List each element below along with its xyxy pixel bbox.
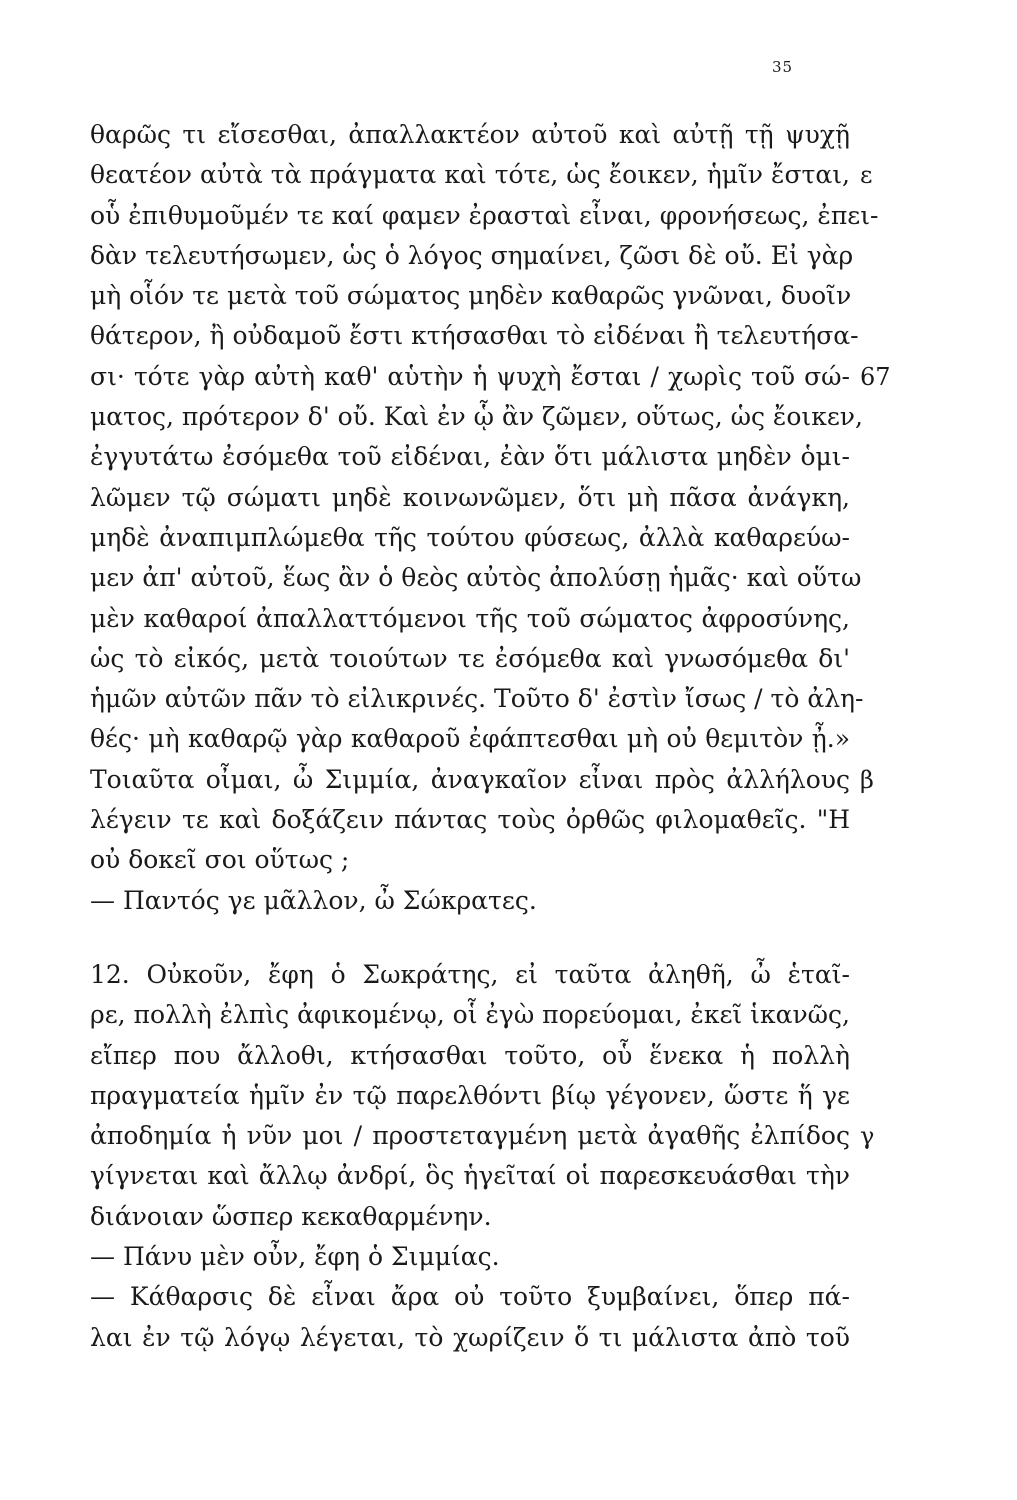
- text-line: θές· μὴ καθαρῷ γὰρ καθαροῦ ἐφάπτεσθαι μὴ οὐ θεμιτὸν ᾖ.»: [90, 724, 850, 754]
- text-line: ρε, πολλὴ ἐλπὶς ἀφικομένῳ, οἷ ἐγὼ πορεύομαι, ἐκεῖ ἱκανῶς,: [90, 1000, 850, 1030]
- text-line: λαι ἐν τῷ λόγῳ λέγεται, τὸ χωρίζειν ὅ τι μάλιστα ἀπὸ τοῦ: [90, 1322, 850, 1352]
- text-line: Τοιαῦτα οἶμαι, ὦ Σιμμία, ἀναγκαῖον εἶναι πρὸς ἀλλήλους β: [90, 760, 850, 800]
- text-line: μὲν καθαροί ἀπαλλαττόμενοι τῆς τοῦ σώματος ἀφροσύνης,: [90, 603, 850, 633]
- text-line: θαρῶς τι εἴσεσθαι, ἀπαλλακτέον αὐτοῦ καὶ αὐτῇ τῇ ψυχῇ: [90, 120, 850, 149]
- text-line: μεν ἀπ' αὐτοῦ, ἕως ἂν ὁ θεὸς αὐτὸς ἀπολύσῃ ἡμᾶς· καὶ οὕτω: [90, 563, 862, 593]
- text-line: θεατέον αὐτὰ τὰ πράγματα καὶ τότε, ὡς ἔοικεν, ἡμῖν ἔσται, ε: [90, 155, 850, 195]
- text-line: γίγνεται καὶ ἄλλῳ ἀνδρί, ὃς ἡγεῖταί οἱ παρεσκευάσθαι τὴν: [90, 1161, 850, 1191]
- text-line: ἐγγυτάτω ἐσόμεθα τοῦ εἰδέναι, ἐὰν ὅτι μάλιστα μηδὲν ὁμι-: [90, 442, 850, 472]
- text-line: οὐ δοκεῖ σοι οὕτως ;: [90, 845, 350, 875]
- dialogue-line: — Κάθαρσις δὲ εἶναι ἄρα οὐ τοῦτο ξυμβαίνει, ὅπερ πά-: [90, 1282, 850, 1312]
- dialogue-line: — Παντός γε μᾶλλον, ὦ Σώκρατες.: [90, 885, 537, 915]
- text-line: διάνοιαν ὥσπερ κεκαθαρμένην.: [90, 1201, 492, 1231]
- text-line: ματος, πρότερον δ' οὔ. Καὶ ἐν ᾧ ἂν ζῶμεν, οὕτως, ὡς ἔοικεν,: [90, 402, 863, 432]
- text-line: πραγματεία ἡμῖν ἐν τῷ παρελθόντι βίῳ γέγονεν, ὥστε ἥ γε: [90, 1080, 850, 1110]
- text-line: μηδὲ ἀναπιμπλώμεθα τῆς τούτου φύσεως, ἀλλὰ καθαρεύω-: [90, 522, 850, 552]
- text-line: εἴπερ που ἄλλοθι, κτήσασθαι τοῦτο, οὗ ἕνεκα ἡ πολλὴ: [90, 1040, 850, 1070]
- text-line: ἀποδημία ἡ νῦν μοι / προστεταγμένη μετὰ ἀγαθῆς ἐλπίδος γ: [90, 1116, 850, 1156]
- page-number: 35: [772, 58, 794, 76]
- margin-reference: γ: [860, 1122, 875, 1151]
- dialogue-line: — Πάνυ μὲν οὖν, ἔφη ὁ Σιμμίας.: [90, 1242, 500, 1272]
- text-line: λῶμεν τῷ σώματι μηδὲ κοινωνῶμεν, ὅτι μὴ πᾶσα ἀνάγκη,: [90, 482, 850, 512]
- text-line: δὰν τελευτήσωμεν, ὡς ὁ λόγος σημαίνει, ζῶσι δὲ οὔ. Εἰ γὰρ: [90, 240, 854, 270]
- text-line: λέγειν τε καὶ δοξάζειν πάντας τοὺς ὀρθῶς φιλομαθεῖς. "Η: [90, 805, 850, 835]
- text-line: μὴ οἷόν τε μετὰ τοῦ σώματος μηδὲν καθαρῶς γνῶναι, δυοῖν: [90, 281, 852, 311]
- margin-reference: ε: [860, 161, 873, 190]
- margin-reference: 67: [860, 362, 891, 391]
- text-line: θάτερον, ἢ οὐδαμοῦ ἔστι κτήσασθαι τὸ εἰδέναι ἢ τελευτήσα-: [90, 321, 859, 351]
- text-line: οὗ ἐπιθυμοῦμέν τε καί φαμεν ἐρασταὶ εἶναι, φρονήσεως, ἐπει-: [90, 200, 879, 230]
- text-line: ὡς τὸ εἰκός, μετὰ τοιούτων τε ἐσόμεθα καὶ γνωσόμεθα δι': [90, 643, 850, 673]
- margin-reference: β: [860, 765, 874, 794]
- text-line: σι· τότε γὰρ αὐτὴ καθ' αὑτὴν ἡ ψυχὴ ἔσται / χωρὶς τοῦ σώ- 67: [90, 357, 850, 397]
- paragraph-2: [90, 955, 875, 1358]
- text-line: ἡμῶν αὐτῶν πᾶν τὸ εἰλικρινές. Τοῦτο δ' ἐστὶν ἴσως / τὸ ἀλη-: [90, 684, 864, 714]
- paragraph-1: [90, 115, 891, 921]
- section-start-line: 12. Οὐκοῦν, ἔφη ὁ Σωκράτης, εἰ ταῦτα ἀληθῆ, ὦ ἑταῖ-: [90, 959, 850, 989]
- body-text: [90, 115, 891, 1358]
